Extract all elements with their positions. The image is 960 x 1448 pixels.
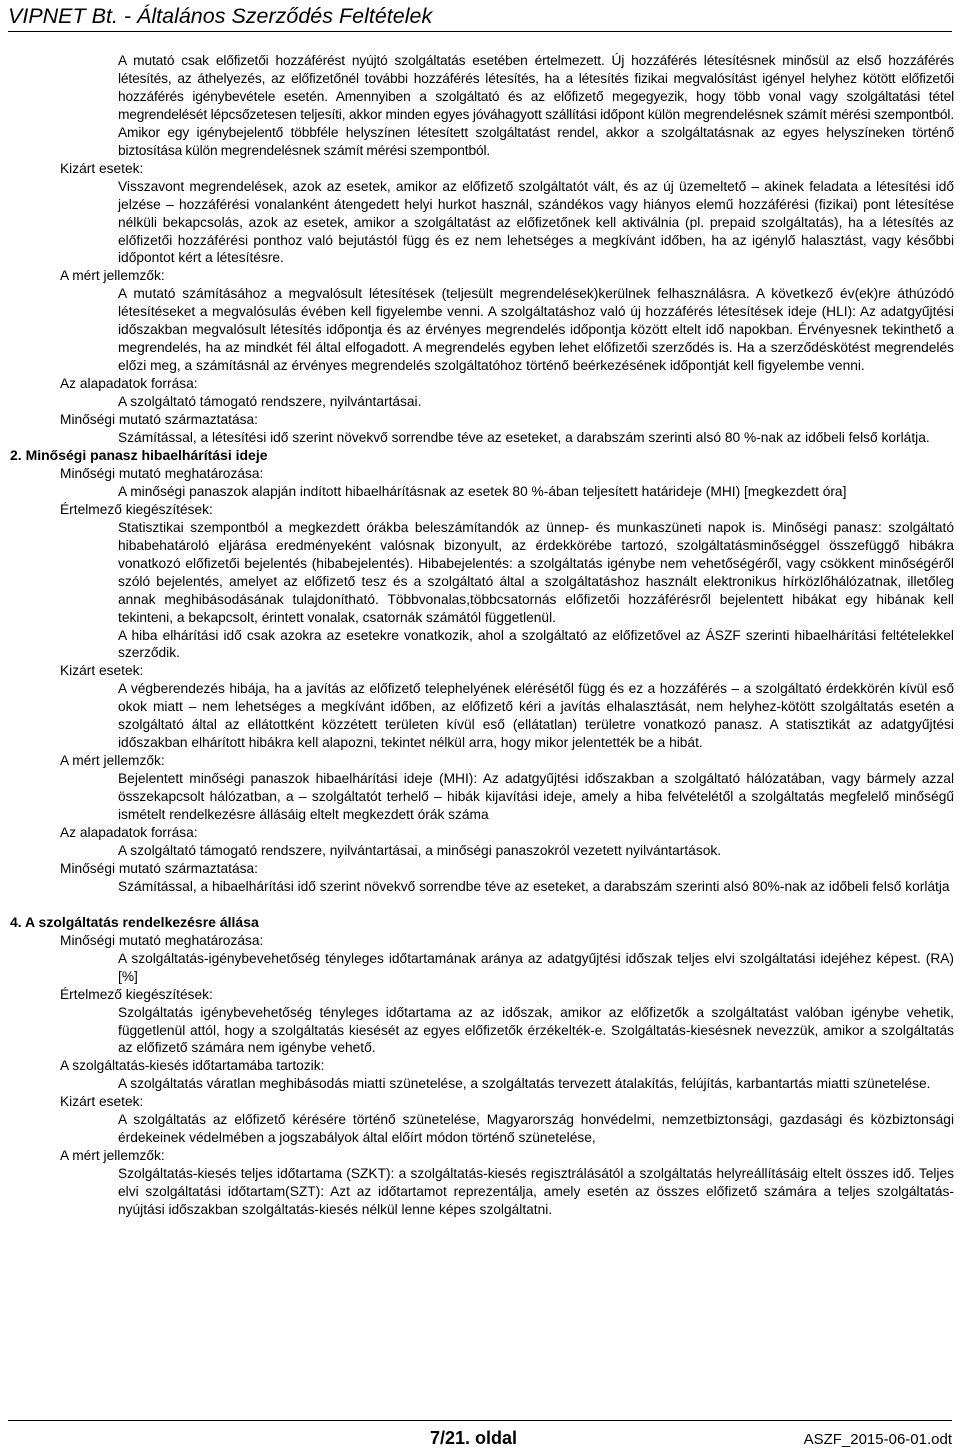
label-excluded-cases: Kizárt esetek: bbox=[60, 160, 144, 176]
paragraph-explanatory-notes-4: Szolgáltatás igénybevehetőség tényleges időtartama az az időszak, amikor az előfizetők a szolgáltatást valóban igénybe vehetik, függetlenül attól, hogy a szolgáltatás kiesését az egyes előfizetők érzékelték-e. Szolgáltatás-kiesésnek nevezzük, amikor a szolgáltatás az előfizető számára nem igénybe vehető. bbox=[118, 1004, 954, 1056]
label-measured-characteristics-2: A mért jellemzők: bbox=[60, 753, 165, 769]
document-file-name: ASZF_2015-06-01.odt bbox=[803, 1431, 952, 1448]
label-explanatory-notes: Értelmező kiegészítések: bbox=[60, 501, 213, 517]
label-outage-includes: A szolgáltatás-kiesés időtartamába tartozik: bbox=[60, 1058, 325, 1074]
paragraph-measured-characteristics: A mutató számításához a megvalósult létesítések (teljesült megrendelések)kerülnek felhasználásra. A következő év(ek)re áthúzódó létesítéseket a megvalósulás évében kell figyelembe venni. A szolgáltatáshoz való új hozzáférés létesítések ideje (HLI): Az adatgyűjtési időszakban megvalósult létesítés időpontja és az érvényes megrendelés időpontja között eltelt idő napokban. Érvényesnek tekinthető a megrendelés, ha az mindkét fél által elfogadott. A megrendelés egyben lehet előfizetői szerződés is. Ha a szerződéskötést megrendelés előzi meg, a számításnál az érvényes megrendelés szolgáltatóhoz történő beérkezésének időpontját kell figyelembe venni. bbox=[118, 286, 954, 374]
label-definition: Minőségi mutató meghatározása: bbox=[60, 465, 264, 481]
paragraph-definition-4: A szolgáltatás-igénybevehetőség tényleges időtartamának aránya az adatgyűjtési időszak teljes elvi szolgáltatási idejéhez képest. (RA) [%] bbox=[118, 950, 954, 984]
paragraph-measured-characteristics-4: Szolgáltatás-kiesés teljes időtartama (SZKT): a szolgáltatás-kiesés regisztrálásától a szolgáltatás helyreállításáig eltelt összes idő. Teljes elvi szolgáltatási időtartam(SZT): Azt az időtartamot reprezentálja, amely esetén az összes előfizető számára a teljes szolgáltatás-nyújtási időszakban szolgáltatás-kiesés nélkül lenne képes szolgáltatni. bbox=[118, 1166, 954, 1218]
paragraph-explanatory-notes: Statisztikai szempontból a megkezdett órákba beleszámítandók az ünnep- és munkaszüneti napok is. Minőségi panasz: szolgáltató hibabehatároló eljárása eredményeként valósnak bizonyult, az érdekkörébe tartozó, szolgáltatásminőséggel összefüggő hibákra vonatkozó előfizetői bejelentés (hibabejelentés). Hibabejelentés: a szolgáltatás igénybe nem vehetőségéről, vagy csökkent minőségéről szóló bejelentés, amelyet az előfizető tesz és a szolgáltató által a szolgáltatáshoz használt elektronikus hírközlőhálózatnak, illetőleg annak meghibásodásának tulajdonítható. Többvonalas,többcsatornás előfizetői hozzáférésről bejelentett hibákat egy hibának kell tekinteni, a bekapcsolt, érintett vonalak, csatornák számától függetlenül. bbox=[118, 519, 954, 625]
paragraph-derivation: Számítással, a létesítési idő szerint növekvő sorrendbe téve az eseteket, a darabszám szerinti alsó 80 %-nak az időbeli felső korlátja. bbox=[118, 430, 930, 446]
paragraph-definition: A mutató csak előfizetői hozzáférést nyújtó szolgáltatás esetében értelmezett. Új hozzáférés létesítésnek minősül az első hozzáférés létesítés, az áthelyezés, az előfizetőnél további hozzáférés létesítés, ha a létesítés fizikai megvalósítást igényel helyhez kötött előfizetői hozzáférés igénybevétele esetén. Amennyiben a szolgáltató és az előfizető megegyezik, hogy több vonal vagy szolgáltatási tétel megrendelését lépcsőzetesen teljesíti, akkor minden egyes jóváhagyott szállítási időpont külön megrendelésnek számít mérési szempontból. Amikor egy igénybejelentő többféle helyszínen létesített szolgáltatást rendel, akkor a szolgáltatásnak az egyes helyszíneken történő biztosítása külön megrendelésnek számít mérési szempontból. bbox=[118, 53, 954, 158]
section-heading-4: 4. A szolgáltatás rendelkezésre állása bbox=[10, 913, 259, 930]
label-data-source: Az alapadatok forrása: bbox=[60, 376, 198, 392]
document-header-title: VIPNET Bt. - Általános Szerződés Feltételek bbox=[8, 4, 433, 28]
document-body bbox=[10, 52, 954, 1219]
label-explanatory-notes-4: Értelmező kiegészítések: bbox=[60, 986, 213, 1002]
label-derivation: Minőségi mutató származtatása: bbox=[60, 412, 258, 428]
paragraph-outage-includes: A szolgáltatás váratlan meghibásodás miatti szünetelése, a szolgáltatás tervezett átalakítás, felújítás, karbantartás miatti szünetelése. bbox=[118, 1076, 931, 1092]
label-measured-characteristics-4: A mért jellemzők: bbox=[60, 1148, 165, 1164]
footer-divider bbox=[8, 1420, 952, 1421]
paragraph-measured-characteristics-2: Bejelentett minőségi panaszok hibaelhárítási ideje (MHI): Az adatgyűjtési időszakban a szolgáltató hálózatában, vagy bármely azzal összekapcsolt hálózatban, a – szolgáltatót terhelő – hibák kijavítási ideje, amely a hiba felvételétől a szolgáltatás megfelelő minőségű ismételt rendelkezésre állásáig eltelt megkezdett órák száma bbox=[118, 771, 954, 823]
label-definition-4: Minőségi mutató meghatározása: bbox=[60, 932, 264, 948]
paragraph-explanatory-notes-2: A hiba elhárítási idő csak azokra az esetekre vonatkozik, ahol a szolgáltató az előfizetővel az ÁSZF szerinti hibaelhárítási feltételekkel szerződik. bbox=[118, 627, 954, 661]
paragraph-data-source: A szolgáltató támogató rendszere, nyilvántartásai. bbox=[118, 394, 422, 410]
header-divider bbox=[8, 31, 952, 32]
label-excluded-cases-2: Kizárt esetek: bbox=[60, 663, 144, 679]
label-excluded-cases-4: Kizárt esetek: bbox=[60, 1094, 144, 1110]
paragraph-excluded-cases-4: A szolgáltatás az előfizető kérésére történő szünetelése, Magyarország honvédelmi, nemzetbiztonsági, gazdasági és közbiztonsági érdekeinek védelmében a jogszabályok által előírt módon történő szünetelése, bbox=[118, 1112, 954, 1146]
paragraph-excluded-cases: Visszavont megrendelések, azok az esetek, amikor az előfizető szolgáltatót vált, és az új üzemeltető – akinek feladata a létesítési idő jelzése – hozzáférési vonalanként átengedett helyi hurkot használ, szándékos vagy hiányos elemű hozzáférési (fizikai) pont létesítése nélküli bekapcsolás, azok az esetek, amikor a szolgáltatást az előfizetőnek kell aktiválnia (pl. prepaid szolgáltatás), ha a létesítés az előfizetői hozzáférési ponthoz való bejutástól függ és ez nem lehetséges a megkívánt időben, ha az igénylő halasztást, vagy későbbi időpontot kért a létesítésre. bbox=[118, 178, 954, 266]
paragraph-excluded-cases-2: A végberendezés hibája, ha a javítás az előfizető telephelyének elérésétől függ és ez a hozzáférés – a szolgáltató érdekkörén kívül eső okok miatt – nem lehetséges a megkívánt időben, az előfizető kéri a javítás elhalasztását, nem helyhez-kötött szolgáltatás esetén a szolgáltató által az ellátottként közzétett területen kívül eső (ellátatlan) területre vonatkozó panasz. A statisztikát az adatgyűjtési időszakban elhárított hibákra kell alapozni, tekintet nélkül arra, hogy mikor jelentették be a hibát. bbox=[118, 681, 954, 751]
section-heading-2: 2. Minőségi panasz hibaelhárítási ideje bbox=[10, 446, 268, 463]
page-number: 7/21. oldal bbox=[430, 1428, 518, 1448]
label-measured-characteristics: A mért jellemzők: bbox=[60, 268, 165, 284]
label-derivation-2: Minőségi mutató származtatása: bbox=[60, 860, 258, 876]
paragraph-data-source-2: A szolgáltató támogató rendszere, nyilvántartásai, a minőségi panaszokról vezetett nyilvántartások. bbox=[118, 842, 722, 858]
paragraph-derivation-2: Számítással, a hibaelhárítási idő szerint növekvő sorrendbe téve az eseteket, a darabszám szerinti alsó 80%-nak az időbeli felső korlátja bbox=[118, 878, 950, 894]
label-data-source-2: Az alapadatok forrása: bbox=[60, 824, 198, 840]
section-spacer bbox=[10, 896, 954, 914]
paragraph-definition-2: A minőségi panaszok alapján indított hibaelhárításnak az esetek 80 %-ában teljesített határideje (MHI) [megkezdett óra] bbox=[118, 483, 847, 499]
